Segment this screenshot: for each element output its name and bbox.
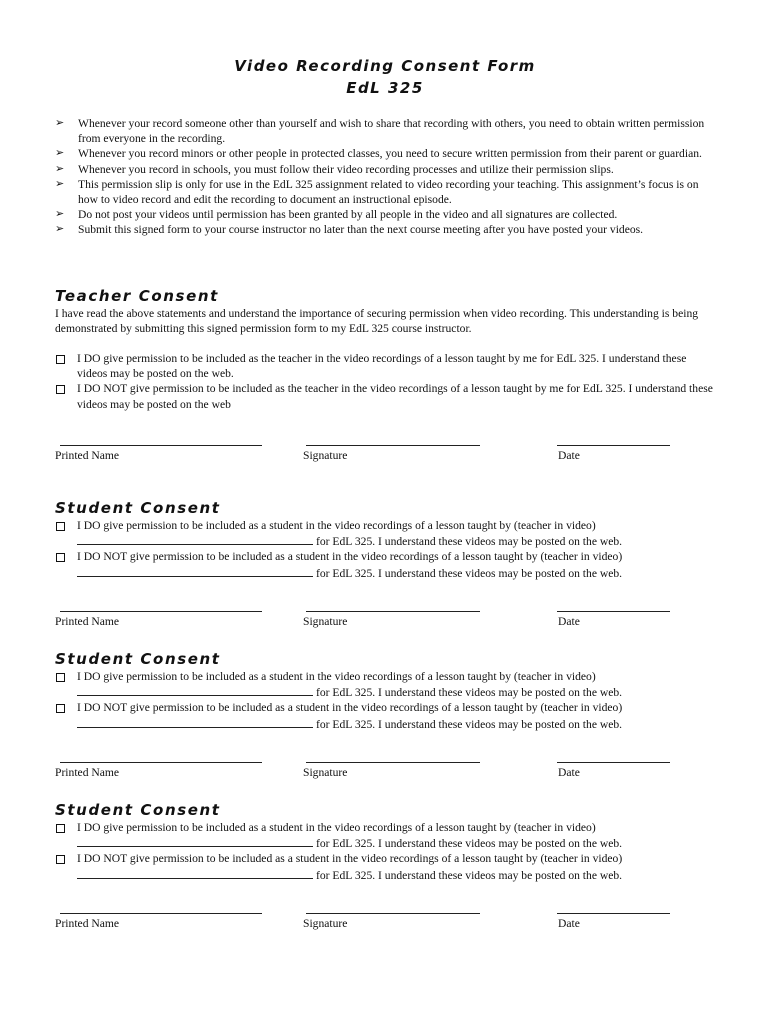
date-line[interactable] xyxy=(557,913,670,914)
date-label: Date xyxy=(558,449,580,462)
printed-name-label: Printed Name xyxy=(55,449,120,462)
teacher-name-blank[interactable] xyxy=(77,533,313,545)
printed-name-label: Printed Name xyxy=(55,766,120,779)
printed-name-label: Printed Name xyxy=(55,615,120,628)
student-consent-no[interactable]: I DO NOT give permission to be included as a student in the video recordings of a lesson taught by (teacher in video) for EdL 325. I understand these videos may be posted on the web. xyxy=(55,700,715,731)
student-consent-no[interactable]: I DO NOT give permission to be included as a student in the video recordings of a lesson taught by (teacher in video) for EdL 325. I understand these videos may be posted on the web. xyxy=(55,851,715,882)
list-item: ➢ Whenever your record someone other than yourself and wish to share that recording with others, you need to obtain written permission from everyone in the recording. xyxy=(55,117,705,146)
student-consent-yes[interactable]: I DO give permission to be included as a student in the video recordings of a lesson taught by (teacher in video) for EdL 325. I understand these videos may be posted on the web. xyxy=(55,669,715,700)
arrow-bullet-icon: ➢ xyxy=(55,117,65,129)
date-line[interactable] xyxy=(557,762,670,763)
student-consent-yes[interactable]: I DO give permission to be included as a student in the video recordings of a lesson taught by (teacher in video) for EdL 325. I understand these videos may be posted on the web. xyxy=(55,820,715,851)
checkbox-icon[interactable] xyxy=(56,385,65,394)
teacher-options xyxy=(55,351,715,412)
list-item: ➢ Do not post your videos until permission has been granted by all people in the video and all signatures are collected. xyxy=(55,208,618,222)
date-label: Date xyxy=(558,615,580,628)
signature-label: Signature xyxy=(303,449,348,462)
list-item: ➢ Submit this signed form to your course instructor no later than the next course meeting after you have posted your videos. xyxy=(55,223,644,237)
course-code: EdL 325 xyxy=(346,79,424,97)
arrow-bullet-icon: ➢ xyxy=(55,147,65,160)
arrow-bullet-icon: ➢ xyxy=(55,208,65,221)
checkbox-icon[interactable] xyxy=(56,824,65,833)
student-consent-no[interactable]: I DO NOT give permission to be included as a student in the video recordings of a lesson taught by (teacher in video) for EdL 325. I understand these videos may be posted on the web. xyxy=(55,549,715,580)
teacher-name-blank[interactable] xyxy=(77,716,313,728)
teacher-consent-heading: Teacher Consent xyxy=(55,287,219,305)
printed-name-line[interactable] xyxy=(60,611,262,612)
printed-name-line[interactable] xyxy=(60,445,262,446)
printed-name-line[interactable] xyxy=(60,913,262,914)
teacher-name-blank[interactable] xyxy=(77,835,313,847)
signature-label: Signature xyxy=(303,766,348,779)
teacher-name-blank[interactable] xyxy=(77,867,313,879)
signature-line[interactable] xyxy=(306,611,480,612)
instructions-list xyxy=(55,116,715,238)
list-item: ➢ Whenever you record in schools, you must follow their video recording processes and utilize their permission slips. xyxy=(55,162,614,176)
checkbox-icon[interactable] xyxy=(56,673,65,682)
arrow-bullet-icon: ➢ xyxy=(55,223,65,236)
teacher-name-blank[interactable] xyxy=(77,565,313,577)
student-consent-heading: Student Consent xyxy=(55,650,221,668)
date-label: Date xyxy=(558,766,580,779)
date-line[interactable] xyxy=(557,611,670,612)
student-options xyxy=(55,820,715,883)
teacher-consent-no[interactable]: I DO NOT give permission to be included as the teacher in the video recordings of a lesson taught by me for EdL 325. I understand these videos may be posted on the web xyxy=(55,381,715,411)
date-line[interactable] xyxy=(557,445,670,446)
student-consent-yes[interactable]: I DO give permission to be included as a student in the video recordings of a lesson taught by (teacher in video) for EdL 325. I understand these videos may be posted on the web. xyxy=(55,518,715,549)
checkbox-icon[interactable] xyxy=(56,522,65,531)
list-item: ➢ Whenever you record minors or other people in protected classes, you need to secure written permission from their parent or guardian. xyxy=(55,147,702,161)
checkbox-icon[interactable] xyxy=(56,704,65,713)
student-consent-heading: Student Consent xyxy=(55,499,221,517)
checkbox-icon[interactable] xyxy=(56,855,65,864)
arrow-bullet-icon: ➢ xyxy=(55,177,65,190)
printed-name-label: Printed Name xyxy=(55,917,120,930)
teacher-consent-intro: I have read the above statements and understand the importance of securing permission when video recording. This understanding is being demonstrated by submitting this signed permission form to my EdL 325 course instructor. xyxy=(55,307,699,336)
signature-label: Signature xyxy=(303,615,348,628)
signature-label: Signature xyxy=(303,917,348,930)
student-options xyxy=(55,518,715,581)
checkbox-icon[interactable] xyxy=(56,553,65,562)
list-item: ➢ This permission slip is only for use in the EdL 325 assignment related to video recording your teaching. This assignment’s focus is on how to video record and edit the recording to document an instructional episode. xyxy=(55,177,699,207)
date-label: Date xyxy=(558,917,580,930)
arrow-bullet-icon: ➢ xyxy=(55,162,65,175)
student-options xyxy=(55,669,715,732)
checkbox-icon[interactable] xyxy=(56,355,65,364)
signature-line[interactable] xyxy=(306,445,480,446)
signature-line[interactable] xyxy=(306,913,480,914)
teacher-name-blank[interactable] xyxy=(77,684,313,696)
teacher-consent-yes[interactable]: I DO give permission to be included as the teacher in the video recordings of a lesson taught by me for EdL 325. I understand these videos may be posted on the web. xyxy=(55,351,715,381)
signature-line[interactable] xyxy=(306,762,480,763)
student-consent-heading: Student Consent xyxy=(55,801,221,819)
form-title: Video Recording Consent Form xyxy=(234,57,536,75)
printed-name-line[interactable] xyxy=(60,762,262,763)
